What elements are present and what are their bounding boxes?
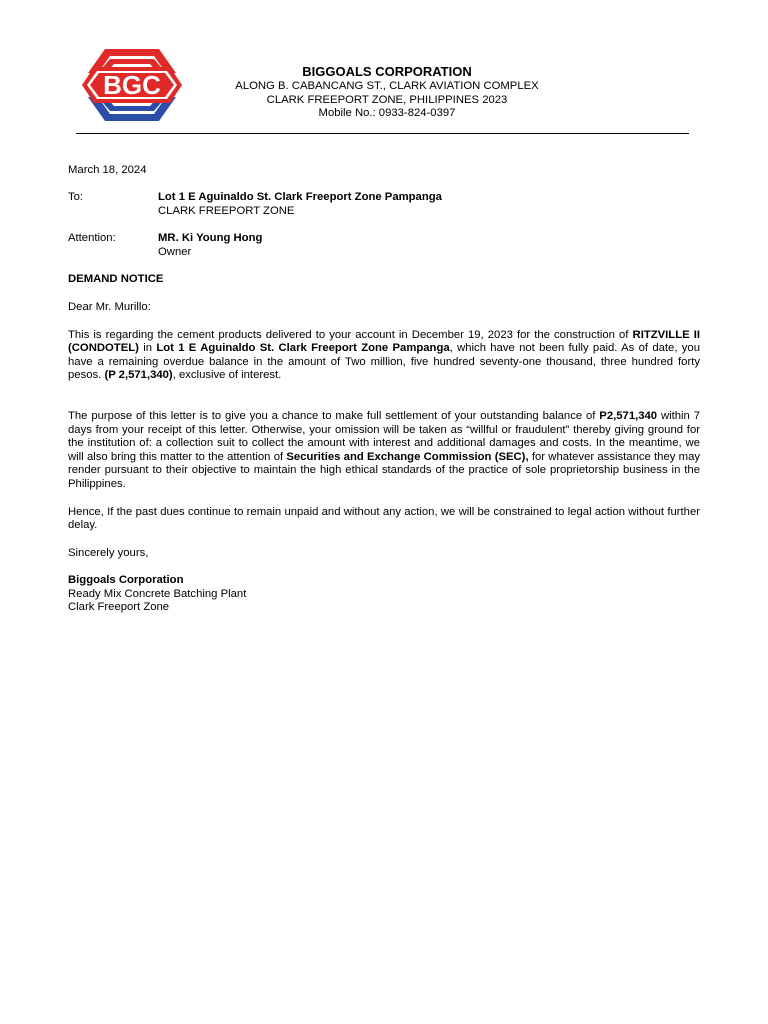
paragraph-1: This is regarding the cement products delivered to your account in December 19, 2023 for the construction of RITZVILLE II (CONDOTEL) in Lot 1 E Aguinaldo St. Clark Freeport Zone Pampanga, which have not been fully paid. As of date, you have a remaining overdue balance in the amount of Two million, five hundred seventy-one thousand, three hundred forty pesos. (P 2,571,340), exclusive of interest. (68, 328, 700, 382)
attention-name: MR. Ki Young Hong (158, 232, 263, 245)
header-divider (76, 133, 689, 134)
attention-title: Owner (158, 245, 192, 258)
recipient-block (68, 191, 700, 218)
paragraph-3: Hence, If the past dues continue to remain unpaid and without any action, we will be constrained to legal action without further delay. (68, 505, 700, 532)
address-line-1: ALONG B. CABANCANG ST., CLARK AVIATION COMPLEX (235, 80, 539, 92)
company-name: BIGGOALS CORPORATION (302, 64, 472, 79)
subject-heading: DEMAND NOTICE (68, 273, 164, 286)
to-label: To: (68, 191, 84, 203)
attention-label: Attention: (68, 232, 116, 245)
letterhead (222, 64, 552, 121)
closing: Sincerely yours, (68, 546, 149, 559)
signature-block (68, 574, 700, 615)
signature-company: Biggoals Corporation (68, 574, 184, 587)
logo-text: BGC (103, 70, 161, 100)
mobile-number: Mobile No.: 0933-824-0397 (318, 107, 456, 119)
address-line-2: CLARK FREEPORT ZONE, PHILIPPINES 2023 (266, 93, 508, 106)
letter-body (68, 164, 700, 615)
attention-block (68, 232, 700, 259)
salutation: Dear Mr. Murillo: (68, 300, 151, 313)
recipient-address: Lot 1 E Aguinaldo St. Clark Freeport Zone Pampanga (158, 191, 442, 203)
recipient-zone: CLARK FREEPORT ZONE (158, 204, 295, 217)
company-logo (78, 45, 186, 125)
letter-date: March 18, 2024 (68, 164, 147, 176)
signature-line-3: Clark Freeport Zone (68, 601, 170, 614)
paragraph-2: The purpose of this letter is to give you a chance to make full settlement of your outstanding balance of P2,571,340 within 7 days from your receipt of this letter. Otherwise, your omission will be taken as “willful or fraudulent” thereby giving ground for the institution of: a collection suit to collect the amount with interest and additional damages and costs. In the meantime, we will also bring this matter to the attention of Securities and Exchange Commission (SEC), for whatever assistance they may render pursuant to their objective to maintain the high ethical standards of the practice of sole proprietorship business in the Philippines. (68, 409, 700, 490)
signature-line-2: Ready Mix Concrete Batching Plant (68, 587, 247, 600)
